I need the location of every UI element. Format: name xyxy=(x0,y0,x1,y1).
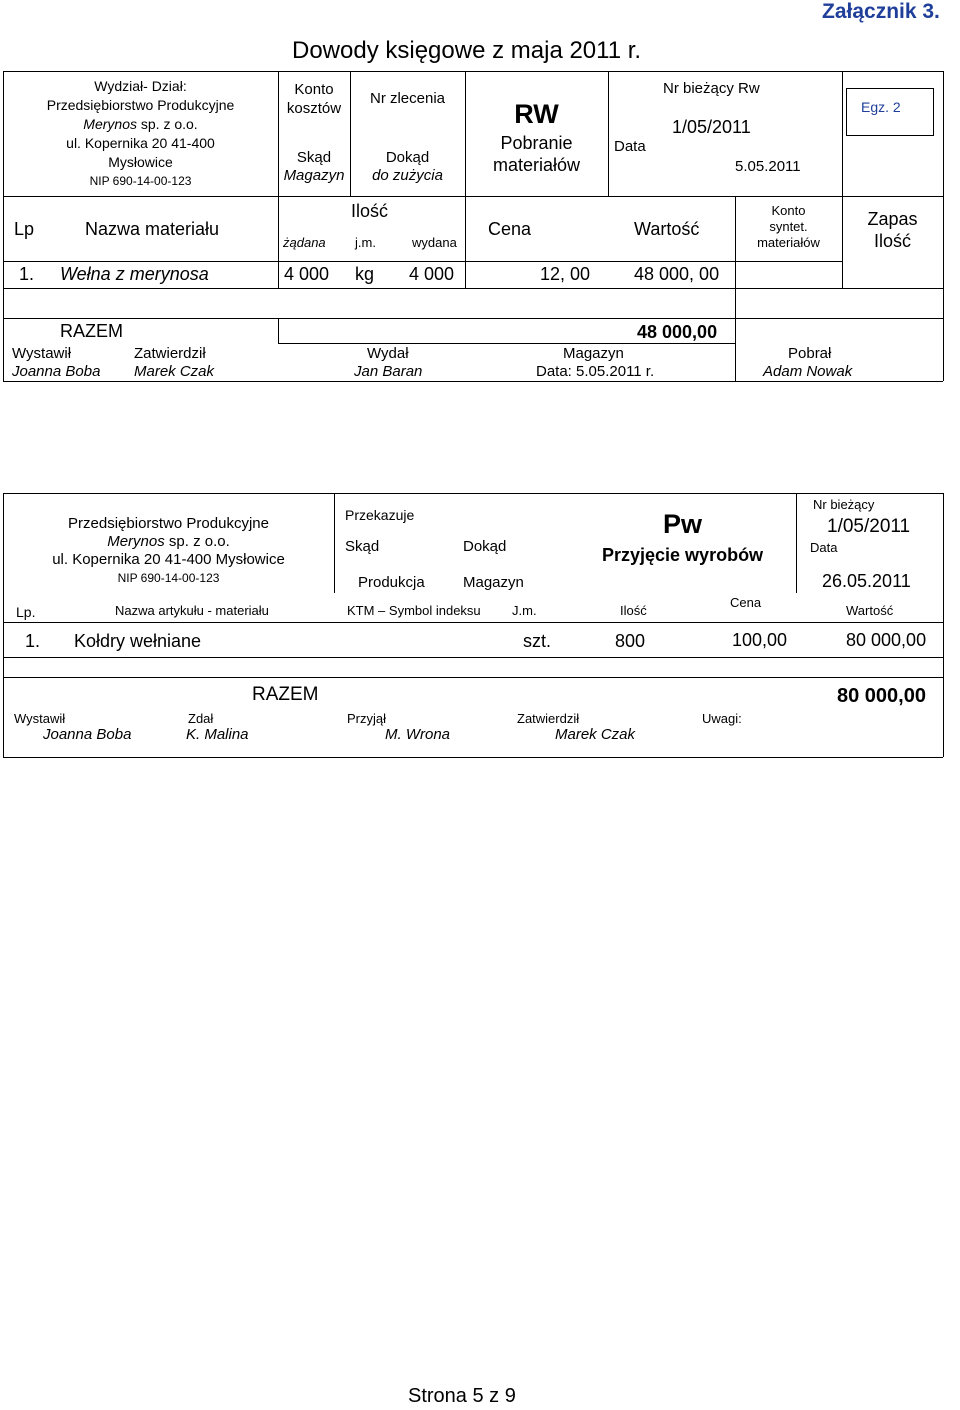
pw-row-jm: szt. xyxy=(523,631,552,651)
pw-wystawil-value: Joanna Boba xyxy=(43,726,132,743)
rw-col-nazwa: Nazwa materiału xyxy=(85,219,220,239)
pw-zdal-value: K. Malina xyxy=(186,726,249,743)
rw-divider xyxy=(3,261,843,262)
rw-skad-value: Magazyn xyxy=(283,167,345,184)
rw-col-zapas: Zapas Ilość xyxy=(867,209,918,251)
rw-zatwierdzil-value: Marek Czak xyxy=(134,363,215,380)
rw-doc-code: RW xyxy=(514,99,559,129)
pw-doc-code: Pw xyxy=(663,509,703,539)
rw-razem-value: 48 000,00 xyxy=(637,322,718,342)
pw-divider xyxy=(796,493,797,593)
rw-divider xyxy=(842,71,843,288)
rw-col-wartosc: Wartość xyxy=(634,219,700,239)
rw-row-zadana: 4 000 xyxy=(284,264,330,284)
rw-row-wartosc: 48 000, 00 xyxy=(634,264,720,284)
pw-nr-biezacy-label: Nr bieżący xyxy=(813,497,875,512)
rw-magazyn-date: Data: 5.05.2011 r. xyxy=(536,363,655,380)
pw-date-value: 26.05.2011 xyxy=(822,571,911,591)
pw-przyjal-label: Przyjął xyxy=(347,711,387,726)
rw-nr-zlecenia: Nr zlecenia xyxy=(369,90,446,107)
rw-company-nip: NIP 690-14-00-123 xyxy=(89,174,192,188)
rw-col-zadana: żądana xyxy=(283,235,326,250)
rw-divider xyxy=(278,343,735,344)
pw-row-wartosc: 80 000,00 xyxy=(846,630,927,650)
rw-pobral-value: Adam Nowak xyxy=(763,363,853,380)
pw-company-block xyxy=(3,515,334,587)
pw-divider xyxy=(3,677,943,678)
pw-company-line2 xyxy=(3,533,334,551)
page-title: Dowody księgowe z maja 2011 r. xyxy=(292,37,642,64)
pw-skad-label: Skąd xyxy=(345,538,380,555)
rw-razem-label: RAZEM xyxy=(60,321,123,341)
pw-nr-biezacy-value: 1/05/2011 xyxy=(827,516,911,537)
pw-doc-name: Przyjęcie wyrobów xyxy=(602,545,764,565)
pw-divider xyxy=(3,657,943,658)
rw-egz-box xyxy=(846,88,934,136)
pw-dokad-label: Dokąd xyxy=(463,538,507,555)
pw-col-nazwa: Nazwa artykułu - materiału xyxy=(115,603,269,618)
rw-company-block xyxy=(3,77,278,191)
pw-zatwierdzil-value: Marek Czak xyxy=(555,726,636,743)
pw-wystawil-label: Wystawił xyxy=(14,711,66,726)
rw-divider xyxy=(278,318,279,343)
pw-col-ilosc: Ilość xyxy=(620,603,647,618)
rw-nr-biezacy-value: 1/05/2011 xyxy=(672,117,751,137)
rw-row-wydana: 4 000 xyxy=(409,264,455,284)
rw-egz-label: Egz. 2 xyxy=(861,99,901,115)
rw-col-jm: j.m. xyxy=(355,235,376,250)
pw-row-lp: 1. xyxy=(25,631,41,651)
pw-company-name: Merynos xyxy=(107,533,165,550)
rw-row-jm: kg xyxy=(355,264,375,284)
pw-company-line3: ul. Kopernika 20 41-400 Mysłowice xyxy=(52,551,285,568)
rw-col-wydana: wydana xyxy=(412,235,457,250)
pw-col-ktm: KTM – Symbol indeksu xyxy=(347,603,481,618)
rw-zatwierdzil-label: Zatwierdził xyxy=(134,345,206,362)
rw-konto-kosztow: Konto kosztów xyxy=(286,81,342,117)
rw-skad-label: Skąd xyxy=(296,149,332,166)
rw-magazyn-label: Magazyn xyxy=(563,345,624,362)
pw-divider xyxy=(3,622,943,623)
pw-col-wartosc: Wartość xyxy=(846,603,894,618)
rw-row-cena: 12, 00 xyxy=(540,264,591,284)
pw-col-lp: Lp. xyxy=(16,604,36,620)
rw-wydal-label: Wydał xyxy=(367,345,409,362)
pw-dokad-value: Magazyn xyxy=(463,574,524,591)
pw-razem-value: 80 000,00 xyxy=(837,685,926,707)
rw-company-line4: ul. Kopernika 20 41-400 xyxy=(66,135,215,151)
pw-zdal-label: Zdał xyxy=(188,711,214,726)
rw-divider xyxy=(608,71,609,196)
page-number: Strona 5 z 9 xyxy=(408,1385,516,1407)
rw-divider xyxy=(3,288,943,289)
pw-przekazuje-label: Przekazuje xyxy=(345,507,415,523)
rw-col-ilosc: Ilość xyxy=(351,201,389,221)
rw-company-line5: Mysłowice xyxy=(108,154,173,170)
pw-border-bottom xyxy=(3,757,943,758)
rw-company-line1: Wydział- Dział: xyxy=(94,78,187,94)
pw-company-form: sp. z o.o. xyxy=(164,533,230,550)
rw-col-konto-syntet: Konto syntet. materiałów xyxy=(757,203,820,250)
rw-nr-biezacy-label: Nr bieżący Rw xyxy=(663,80,760,97)
rw-doc-name: Pobranie materiałów xyxy=(492,133,581,175)
pw-col-jm: J.m. xyxy=(512,603,537,618)
pw-razem-label: RAZEM xyxy=(252,684,319,705)
rw-border-top xyxy=(3,71,943,72)
pw-company-nip: NIP 690-14-00-123 xyxy=(117,571,220,585)
rw-row-nazwa: Wełna z merynosa xyxy=(60,264,209,284)
rw-wydal-value: Jan Baran xyxy=(354,363,423,380)
rw-dokad-label: Dokąd xyxy=(385,149,430,166)
pw-row-nazwa: Kołdry wełniane xyxy=(74,631,202,651)
rw-wystawil-value: Joanna Boba xyxy=(12,363,101,380)
rw-company-line2: Przedsiębiorstwo Produkcyjne xyxy=(46,97,235,113)
rw-divider xyxy=(3,318,943,319)
rw-border-bottom xyxy=(3,381,943,382)
pw-uwagi-label: Uwagi: xyxy=(702,711,742,726)
pw-company-line1: Przedsiębiorstwo Produkcyjne xyxy=(68,515,269,532)
pw-border-right xyxy=(943,493,944,757)
rw-date-value: 5.05.2011 xyxy=(735,158,801,175)
pw-row-cena: 100,00 xyxy=(732,630,788,650)
pw-divider xyxy=(334,493,335,593)
attachment-label: Załącznik 3. xyxy=(822,0,940,23)
pw-border-top xyxy=(3,493,943,494)
pw-zatwierdzil-label: Zatwierdził xyxy=(517,711,580,726)
pw-skad-value: Produkcja xyxy=(358,574,425,591)
rw-dokad-value: do zużycia xyxy=(372,167,443,184)
rw-company-form: sp. z o.o. xyxy=(136,116,198,132)
rw-company-name: Merynos xyxy=(83,116,137,132)
rw-wystawil-label: Wystawił xyxy=(12,345,72,362)
pw-row-ilosc: 800 xyxy=(615,631,646,651)
rw-pobral-label: Pobrał xyxy=(788,345,832,362)
pw-przyjal-value: M. Wrona xyxy=(385,726,451,743)
rw-col-lp: Lp xyxy=(14,219,35,239)
pw-data-label: Data xyxy=(810,540,838,555)
rw-company-line3 xyxy=(3,115,278,134)
rw-divider xyxy=(3,196,943,197)
rw-col-cena: Cena xyxy=(488,219,532,239)
rw-border-right xyxy=(943,71,944,381)
rw-data-label: Data xyxy=(614,138,646,155)
pw-col-cena: Cena xyxy=(730,595,762,610)
rw-row-lp: 1. xyxy=(19,264,35,284)
